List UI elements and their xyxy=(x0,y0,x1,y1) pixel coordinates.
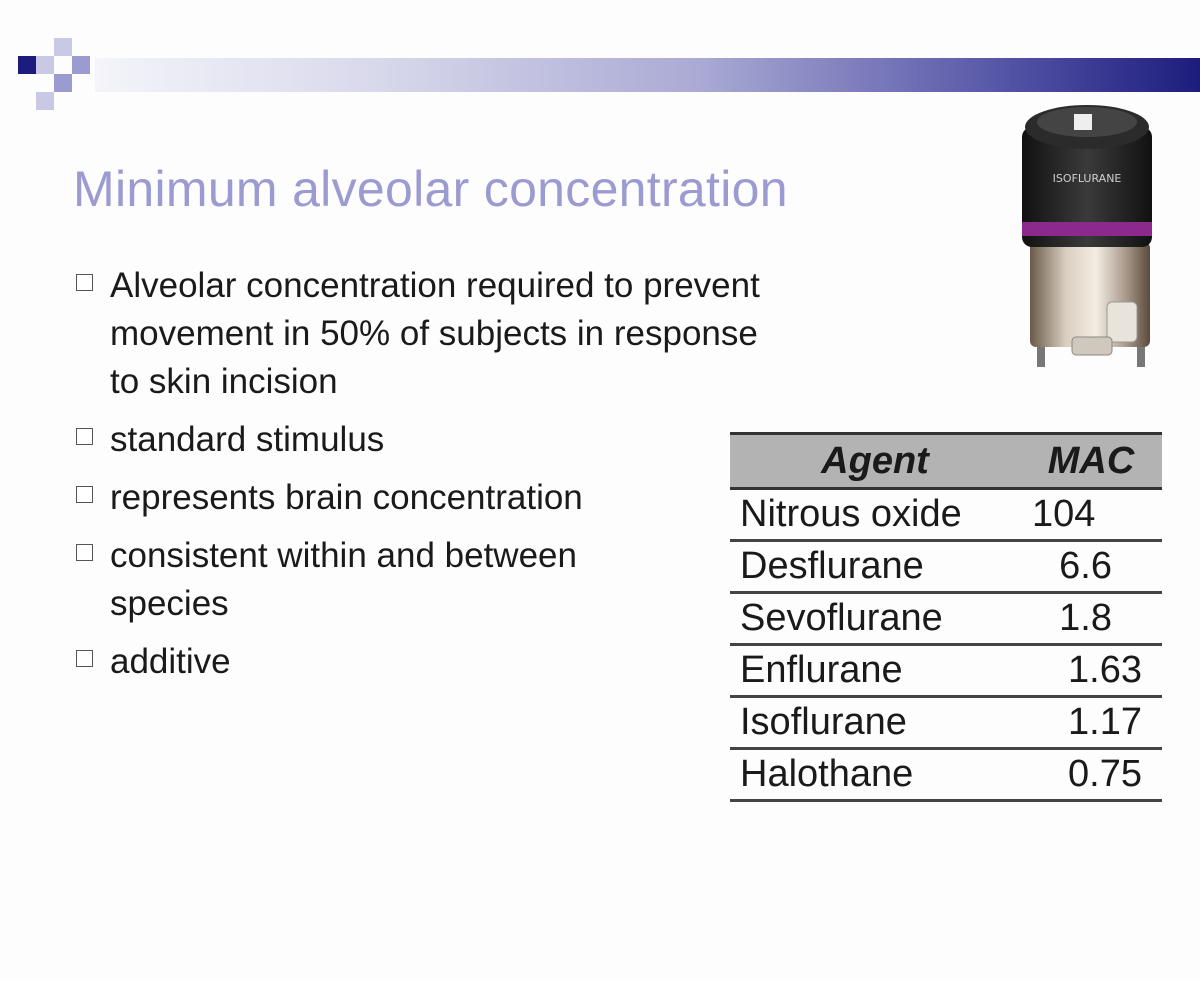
bullet-square-icon xyxy=(76,544,93,561)
bullet-text: standard stimulus xyxy=(110,420,385,459)
header-gradient-band xyxy=(95,58,1200,92)
agent-cell: Isoflurane xyxy=(730,697,1020,749)
bullet-list xyxy=(76,262,766,696)
table-row xyxy=(730,593,1162,645)
bullet-item xyxy=(76,532,690,628)
mac-cell: 1.17 xyxy=(1020,697,1162,749)
corner-squares-decoration xyxy=(0,36,100,116)
column-header-mac: MAC xyxy=(1020,434,1162,489)
agent-cell: Sevoflurane xyxy=(730,593,1020,645)
table-row xyxy=(730,541,1162,593)
agent-cell: Nitrous oxide xyxy=(730,489,1020,541)
bullet-square-icon xyxy=(76,274,93,291)
vaporizer-canister-icon xyxy=(1012,92,1162,367)
table-row xyxy=(730,697,1162,749)
bullet-item xyxy=(76,262,766,406)
table-row xyxy=(730,749,1162,801)
slide-title: Minimum alveolar concentration xyxy=(73,161,788,217)
bullet-item xyxy=(76,638,766,686)
table-row xyxy=(730,489,1162,541)
mac-cell: 1.8 xyxy=(1020,593,1162,645)
bullet-item xyxy=(76,416,766,464)
agent-cell: Enflurane xyxy=(730,645,1020,697)
bullet-text: consistent within and between species xyxy=(110,536,577,623)
mac-cell: 6.6 xyxy=(1020,541,1162,593)
table-header-row xyxy=(730,434,1162,489)
mac-table xyxy=(730,432,1162,802)
mac-cell: 1.63 xyxy=(1020,645,1162,697)
bullet-text: additive xyxy=(110,642,231,681)
bullet-square-icon xyxy=(76,650,93,667)
mac-cell: 0.75 xyxy=(1020,749,1162,801)
column-header-agent: Agent xyxy=(730,434,1020,489)
table-row xyxy=(730,645,1162,697)
mac-cell: 104 xyxy=(1020,489,1162,541)
bullet-text: represents brain concentration xyxy=(110,478,583,517)
bullet-item xyxy=(76,474,766,522)
bullet-square-icon xyxy=(76,428,93,445)
canister-label: ISOFLURANE xyxy=(1052,172,1122,185)
bullet-square-icon xyxy=(76,486,93,503)
bullet-text: Alveolar concentration required to prevent movement in 50% of subjects in response to skin incision xyxy=(110,266,760,401)
agent-cell: Halothane xyxy=(730,749,1020,801)
agent-cell: Desflurane xyxy=(730,541,1020,593)
